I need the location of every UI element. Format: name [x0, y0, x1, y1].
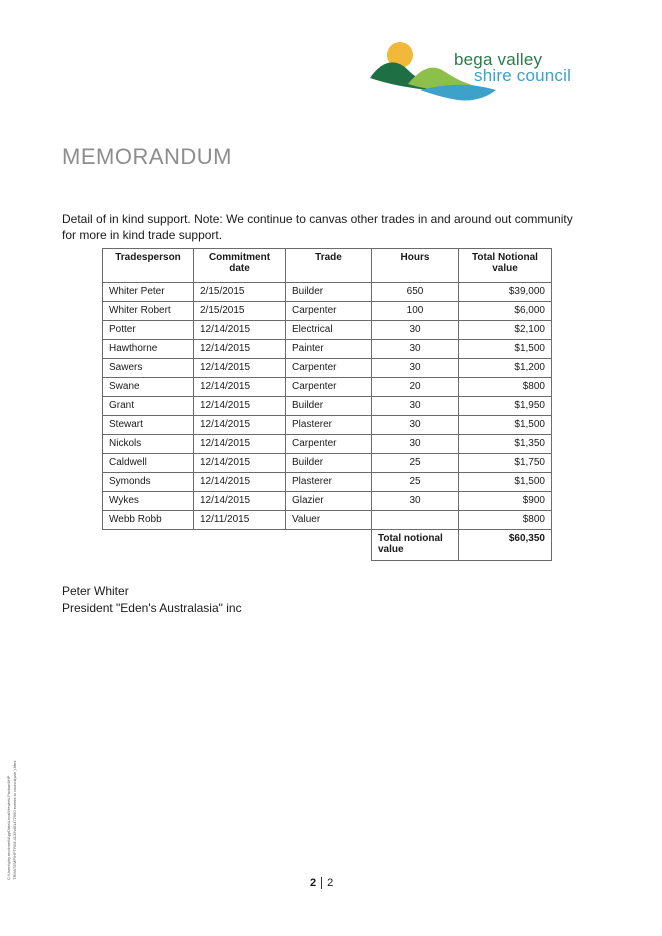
table-row	[103, 473, 552, 492]
table-row	[103, 511, 552, 530]
commitment-date-cell: 12/14/2015	[194, 435, 286, 454]
commitment-date-cell: 12/14/2015	[194, 321, 286, 340]
tradesperson-cell: Nickols	[103, 435, 194, 454]
logo-text-line1: bega valley	[454, 50, 543, 69]
hours-cell: 30	[372, 416, 459, 435]
column-header-commitment-date: Commitment date	[194, 249, 286, 283]
tradesperson-cell: Swane	[103, 378, 194, 397]
table-row	[103, 359, 552, 378]
hours-cell: 20	[372, 378, 459, 397]
trade-cell: Electrical	[286, 321, 372, 340]
total-value: $60,350	[459, 530, 552, 561]
notional-value-cell: $2,100	[459, 321, 552, 340]
tradesperson-cell: Symonds	[103, 473, 194, 492]
commitment-date-cell: 12/14/2015	[194, 378, 286, 397]
commitment-date-cell: 12/14/2015	[194, 492, 286, 511]
tradesperson-cell: Stewart	[103, 416, 194, 435]
intro-paragraph: Detail of in kind support. Note: We continue to canvas other trades in and around out community for more in kind trade support.	[62, 212, 573, 242]
commitment-date-cell: 2/15/2015	[194, 283, 286, 302]
table-row	[103, 435, 552, 454]
tradesperson-cell: Hawthorne	[103, 340, 194, 359]
hours-cell: 30	[372, 435, 459, 454]
commitment-date-cell: 12/14/2015	[194, 397, 286, 416]
logo-text-line2: shire council	[474, 66, 572, 85]
trade-cell: Plasterer	[286, 416, 372, 435]
trade-cell: Glazier	[286, 492, 372, 511]
signature-block	[62, 583, 242, 617]
council-logo	[368, 40, 578, 112]
file-path-line2: TRIM\TEMP\HPTRIM.4135\d01472990 events to council(use ).html	[12, 760, 17, 880]
notional-value-cell: $1,500	[459, 340, 552, 359]
commitment-date-cell: 12/14/2015	[194, 340, 286, 359]
table-row	[103, 340, 552, 359]
column-header-tradesperson: Tradesperson	[103, 249, 194, 283]
tradesperson-cell: Whiter Peter	[103, 283, 194, 302]
notional-value-cell: $800	[459, 511, 552, 530]
column-header-trade: Trade	[286, 249, 372, 283]
signatory-name: Peter Whiter	[62, 584, 129, 598]
tradesperson-cell: Potter	[103, 321, 194, 340]
hours-cell: 30	[372, 359, 459, 378]
table-row	[103, 321, 552, 340]
table-row	[103, 283, 552, 302]
tradesperson-cell: Webb Robb	[103, 511, 194, 530]
total-row	[103, 530, 552, 561]
hours-cell: 25	[372, 454, 459, 473]
trade-cell: Carpenter	[286, 359, 372, 378]
notional-value-cell: $1,500	[459, 473, 552, 492]
notional-value-cell: $1,500	[459, 416, 552, 435]
trade-cell: Carpenter	[286, 435, 372, 454]
table-row	[103, 492, 552, 511]
notional-value-cell: $39,000	[459, 283, 552, 302]
commitment-date-cell: 12/14/2015	[194, 454, 286, 473]
tradesperson-cell: Sawers	[103, 359, 194, 378]
trade-cell: Plasterer	[286, 473, 372, 492]
trade-cell: Carpenter	[286, 378, 372, 397]
current-page: 2	[310, 877, 317, 889]
commitment-date-cell: 12/14/2015	[194, 416, 286, 435]
hours-cell: 650	[372, 283, 459, 302]
table-row	[103, 397, 552, 416]
page-number-divider	[321, 877, 322, 889]
commitment-date-cell: 12/14/2015	[194, 473, 286, 492]
column-header-total-notional-value: Total Notional value	[459, 249, 552, 283]
trade-cell: Painter	[286, 340, 372, 359]
total-label: Total notional value	[372, 530, 459, 561]
notional-value-cell: $900	[459, 492, 552, 511]
commitment-date-cell: 12/11/2015	[194, 511, 286, 530]
hours-cell: 100	[372, 302, 459, 321]
hours-cell: 30	[372, 340, 459, 359]
table-row	[103, 378, 552, 397]
trade-cell: Builder	[286, 454, 372, 473]
table-row	[103, 454, 552, 473]
trade-cell: Carpenter	[286, 302, 372, 321]
table-header-row	[103, 249, 552, 283]
trade-cell: Builder	[286, 283, 372, 302]
notional-value-cell: $1,950	[459, 397, 552, 416]
tradesperson-cell: Wykes	[103, 492, 194, 511]
notional-value-cell: $1,350	[459, 435, 552, 454]
page-number	[310, 877, 333, 889]
trade-cell: Valuer	[286, 511, 372, 530]
notional-value-cell: $1,750	[459, 454, 552, 473]
hours-cell: 30	[372, 397, 459, 416]
hours-cell: 30	[372, 321, 459, 340]
table-row	[103, 302, 552, 321]
tradesperson-cell: Whiter Robert	[103, 302, 194, 321]
table-row	[103, 416, 552, 435]
notional-value-cell: $6,000	[459, 302, 552, 321]
page-title: MEMORANDUM	[62, 144, 232, 169]
file-path-margin-note	[6, 710, 18, 880]
tradesperson-cell: Caldwell	[103, 454, 194, 473]
hours-cell: 30	[372, 492, 459, 511]
notional-value-cell: $800	[459, 378, 552, 397]
file-path-line1: C:\Users\phy.mcdonell\AppData\Local\Hewlett-Packard\HP	[6, 775, 11, 880]
commitment-date-cell: 12/14/2015	[194, 359, 286, 378]
hours-cell	[372, 511, 459, 530]
signatory-role: President "Eden's Australasia" inc	[62, 601, 242, 615]
column-header-hours: Hours	[372, 249, 459, 283]
hours-cell: 25	[372, 473, 459, 492]
commitment-date-cell: 2/15/2015	[194, 302, 286, 321]
notional-value-cell: $1,200	[459, 359, 552, 378]
in-kind-support-table	[102, 248, 552, 561]
trade-cell: Builder	[286, 397, 372, 416]
tradesperson-cell: Grant	[103, 397, 194, 416]
total-pages: 2	[327, 877, 334, 889]
